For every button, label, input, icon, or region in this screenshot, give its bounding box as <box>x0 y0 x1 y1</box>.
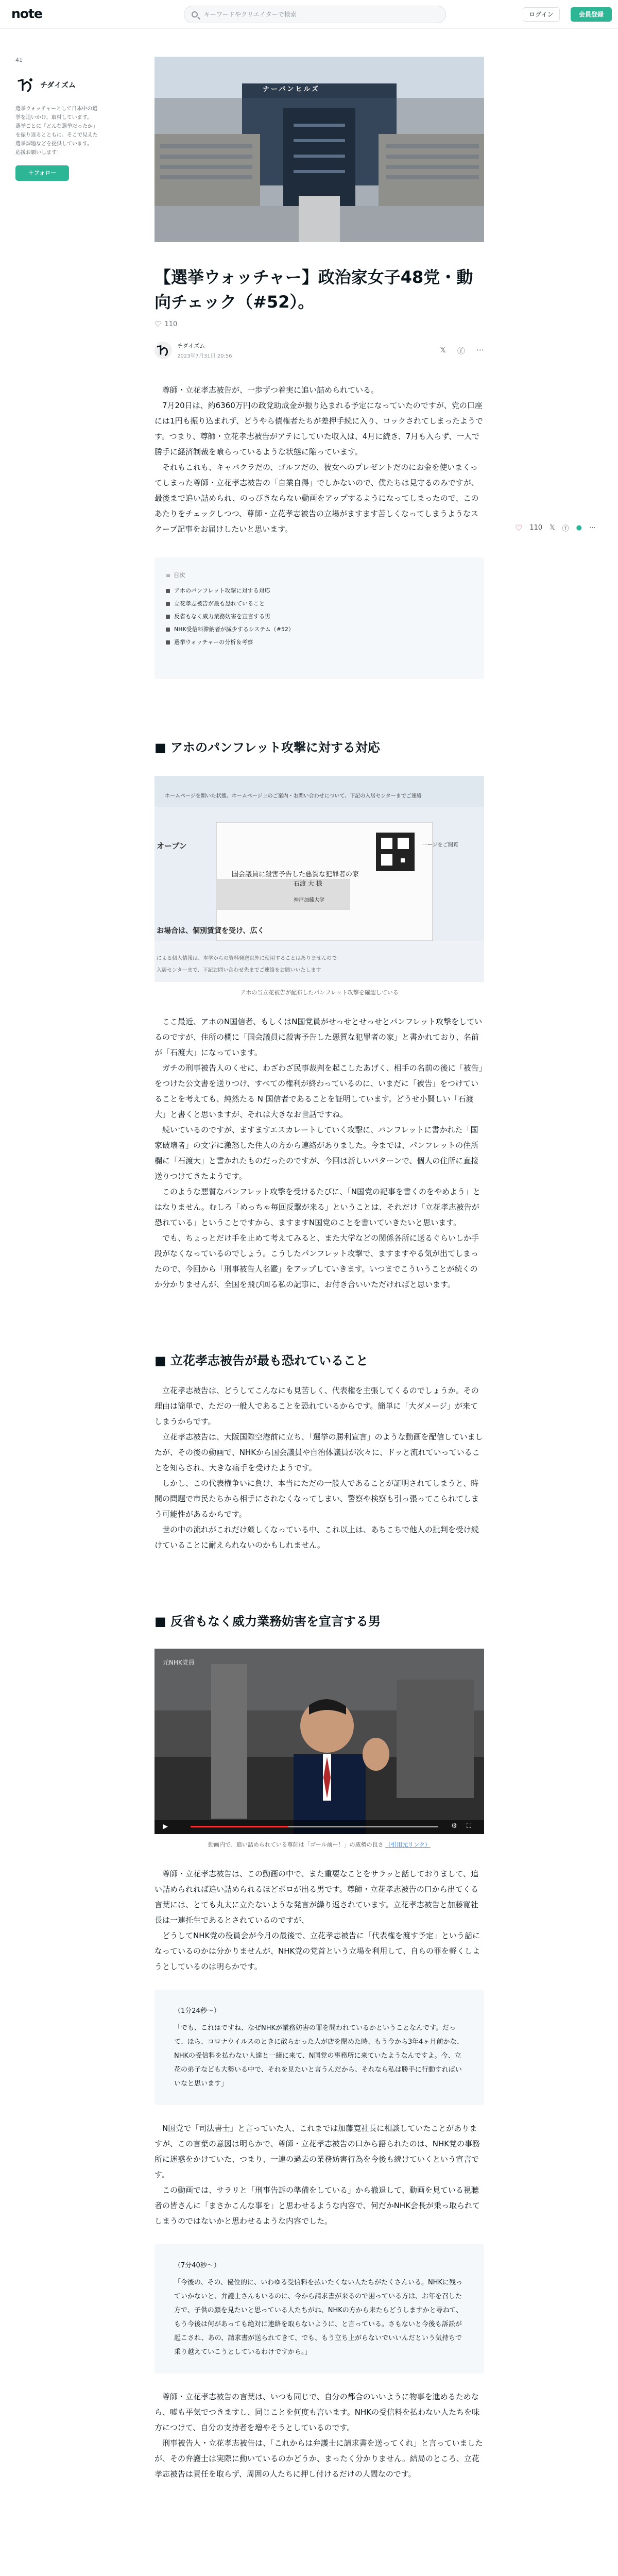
fullscreen-icon[interactable]: ⛶ <box>467 1822 472 1830</box>
search-placeholder: キーワードやクリエイターで検索 <box>204 11 297 18</box>
video-overlay-text: 元NHK党員 <box>163 1659 195 1666</box>
section3-paragraph: 尊師・立花孝志被告の言葉は、いつも同じで、自分の都合のいいように物事を進めるためなら、嘘も平気でつきますし、同じことを何度も言います。NHKの受信料を払わない人たちを味方につけて、自分の支持者を増やそうとしているのです。 <box>154 2392 480 2432</box>
section3-paragraph: 尊師・立花孝志被告は、この動画の中で、また重要なことをサラッと話しておりまして、追い詰められれば追い詰められるほどボロが出る男です。尊師・立花孝志被告の口から出てくる言葉には、とても丸太に立たないような発言が繰り返されています。立花孝志被告と加藤寛社長は一連托生であるとされているのですが、 <box>154 1869 479 1925</box>
section-heading-2: ■ 立花孝志被告が最も恐れていること <box>154 1353 369 1368</box>
section3-paragraph: N国党で「司法書士」と言っていた人、これまでは加藤寛社長に相談していたことがありますが、この言葉の意図は明らかで、尊師・立花孝志被告の口から語られたのは、NHK党の事務所に迷惑をかけていた、つまり、一連の過去の業務妨害行為を今後も続けていくという宣言です。 <box>154 2124 480 2179</box>
video-caption <box>154 1840 484 1849</box>
plus-icon: ＋ <box>28 170 34 176</box>
section2-paragraph: 世の中の流れがこれだけ厳しくなっている中、これ以上は、あちこちで他人の批判を受け続けていることに耐えられないのかもしれません。 <box>154 1525 479 1550</box>
pamphlet-mid-label: 一ージをご閲覧 <box>422 842 458 848</box>
section1-paragraph: ガチの刑事被告人のくせに、わざわざ民事裁判を起こしたあげく、相手の名前の後に「被告」をつけた公文書を送りつけ、すべての権利が終わっているのに、いまだに「被告」をつけていることを考えても、純然たる N 国信者であることを証明しています。どうせ小賢しい「石渡大」と書くと思いますが、それは大きなお世話ですね。 <box>154 1063 483 1119</box>
pamphlet-doc-title: 国会議員に殺害予告した悪質な犯罪者の家 <box>232 871 359 878</box>
section-heading-3: ■ 反省もなく威力業務妨害を宣言する男 <box>154 1614 381 1629</box>
video-caption-text: 動画内で、追い詰められている尊師は「ゴール前ー！」の威勢の良さ <box>208 1841 386 1848</box>
section2-paragraph: 立花孝志被告は、大阪国際空港前に立ち、「選挙の勝利宣言」のような動画を配信していましたが、その後の動画で、NHKから国会議員や自治体議員が次々に、ドッと流れていっていることを知らされ、大きな痛手を受けたようです。 <box>154 1432 483 1472</box>
x-share-icon[interactable]: 𝕏 <box>439 345 446 354</box>
toc-item[interactable]: NHK受信料滞納者が減少するシステム（#52） <box>166 623 473 636</box>
quote-timestamp-1: （1分24秒～） <box>174 2007 220 2015</box>
section2-paragraph: しかし、この代表権争いに負け、本当にただの一般人であることが証明されてしまうと、時間の問題で市民たちから相手にされなくなってしまい、警察や検察も引っ張ってこられてしまう可能性があるからです。 <box>154 1479 479 1519</box>
pamphlet-bottom-text-2: による個人情報は、本学からの資料発送以外に使用することはありませんので <box>157 956 337 961</box>
creator-bio: 選挙ウォッチャーとして日本中の選挙を追いかけ、取材しています。 選挙ごとに「どんな選挙だったか」を振り返るとともに、そこで見えた選挙課題などを提供しています。 応援お願いします！ <box>15 106 98 156</box>
table-of-contents <box>154 557 484 679</box>
toc-label: 目次 <box>174 572 185 579</box>
creator-avatar[interactable] <box>15 75 36 95</box>
facebook-share-icon[interactable]: ⓕ <box>457 346 465 355</box>
follow-label: フォロー <box>33 170 57 176</box>
section1-paragraph: でも、ちょっとだけ手を止めて考えてみると、また大学などの関係各所に送るぐらいしか手段がなくなっているのでしょう。こうしたパンフレット攻撃で、ますますやる気が出てしまったので、今回から「刑事被告人名鑑」をアップしていきます。いつまでこういうことが続くのか分かりませんが、全国を飛び回る私の記事に、お付き合いいただければと思います。 <box>154 1233 479 1289</box>
line-share-icon[interactable]: ● <box>576 524 582 532</box>
pamphlet-image <box>154 776 484 982</box>
section2-body <box>154 1383 484 1553</box>
share-icons <box>440 345 484 356</box>
quote-text-1: 「でも、これはですね、なぜNHKが業務妨害の罪を問われているかということなんです。だって、ほら、コロナウイルスのときに散らかった人が店を閉めた時、もう今から3年4ヶ月前かな、NHKの受信料を払わない人達と一緒に来て、N国党の事務所に来ていたようなんですよ。今、立花の弟子なども大勢いる中で、それを見たいと言うんだから、それなら私は勝手に行動すればいいなと思います」 <box>174 2024 464 2088</box>
pamphlet-doc-addr: 神戸加藤大学 <box>294 897 324 903</box>
section1-body <box>154 1014 484 1292</box>
section-heading-1: ■ アホのパンフレット攻撃に対する対応 <box>154 740 380 755</box>
section3-paragraph: この動画では、サラリと「刑事告訴の準備をしている」から撤退して、動画を見ている視聴者の皆さんに「まさかこんな事を」と思わせるような内容で、何だかNHK会長が乗っ取られてしまうのではないかと思わせるような内容でした。 <box>154 2185 480 2226</box>
signup-button[interactable]: 会員登録 <box>571 7 612 22</box>
section3-body-2 <box>154 2121 484 2229</box>
toc-item[interactable]: 選挙ウォッチャーの分析＆考察 <box>166 636 473 649</box>
section1-paragraph: このような悪質なパンフレット攻撃を受けるたびに、「N国党の記事を書くのをやめよう」とはなりません。むしろ「めっちゃ毎回反撃が来る」ということは、それだけ「立花孝志被告が恐れている」ということですから、ますますN国党のことを書いていきたいと思います。 <box>154 1187 480 1227</box>
pamphlet-doc-name: 石渡 大 様 <box>294 880 322 887</box>
hero-image <box>154 57 484 242</box>
section1-paragraph: ここ最近、アホのN国信者、もしくはN国党員がせっせとせっせとパンフレット攻撃をしているのですが、住所の欄に「国会議員に殺害予告した悪質な犯罪者の家」と書かれており、名前が「石渡大」になっています。 <box>154 1017 483 1057</box>
pamphlet-top-text: ホームページを開いた状態、ホームページ上のご案内・お問い合わせについて、下記の入居センターまでご連絡 <box>165 793 422 799</box>
creator-name[interactable]: チダイズム <box>40 81 76 90</box>
toc-header[interactable] <box>166 571 473 579</box>
login-button[interactable]: ログイン <box>523 7 560 22</box>
creator-sidebar <box>15 57 98 181</box>
pamphlet-bottom-text-3: 入居センターまで、下記お問い合わせ先までご連絡をお願いいたします <box>157 968 321 973</box>
pamphlet-caption: アホの当立花被告が配布したパンフレット攻撃を確認している <box>240 989 399 996</box>
toc-list <box>166 584 473 649</box>
section3-paragraph: 刑事被告人・立花孝志被告は、「これからは弁護士に請求書を送ってくれ」と言っていましたが、その弁護士は実際に動いているのかどうか、まったく分かりません。結局のところ、立花孝志被告は責任を取らず、周囲の人たちに押し付けるだけの人間なのです。 <box>154 2438 483 2479</box>
list-icon: ≡ <box>166 571 171 579</box>
toc-item[interactable]: 立花孝志被告が最も恐れていること <box>166 597 473 610</box>
more-menu-icon[interactable]: ⋯ <box>589 524 596 532</box>
search-input[interactable] <box>184 6 446 23</box>
intro-paragraph-2: 7月20日は、約6360万円の政党助成金が振り込まれる予定になっていたのですが、党の口座には1円も振り込まれず、どうやら債権者たちが差押手続に入り、ロックされてしまったようです。つまり、尊師・立花孝志被告がアテにしていた収入は、4月に続き、7月も入らず、一人で勝手に経済制裁を喰らっているような状態に陥っています。 <box>154 401 484 456</box>
author-row <box>154 340 484 361</box>
video-thumbnail[interactable] <box>154 1649 484 1834</box>
author-name[interactable]: チダイズム <box>177 343 205 349</box>
search-icon <box>192 11 198 18</box>
intro-paragraph-3: それもこれも、キャバクラだの、ゴルフだの、彼女へのプレゼントだのにお金を使いまくってしまった尊師・立花孝志被告の「自業自得」でしかないので、僕たちは見守るのみですが、最後まで追い詰められ、のっぴきならない動画をアップするようになってしまったので、このあたりをチェックしつつ、尊師・立花孝志被告の立場がますます苦しくなってしまうようなスクープ記事をお届けしたいと思います。 <box>154 463 479 534</box>
quote-text-2: 「今後の、その、優位的に、いわゆる受信料を払いたくない人たちがたくさんいる。NHKに残っていかないと、弁護士さんもいるのに、今から請求書が来るので困っている方は、お年を召した方で、子供の顔を見たいと思っている人たちがね、NHKの方から来たらどうしますかと尋ねて、もう今後は何があっても絶対に連絡を取らないように、と言っている。さもないと今後も訴訟が起こされ、あの、請求書が送られてきて、でも、もう立ち上がらないでいいんだという気持ちで乗り越えていこうとしているわけですから。」 <box>174 2279 463 2356</box>
quote-block-1 <box>154 1990 484 2105</box>
top-header <box>0 0 618 29</box>
sidebar-index: 41 <box>15 57 23 63</box>
article-intro <box>154 382 484 537</box>
author-logo-icon <box>154 342 172 359</box>
article-title: 【選挙ウォッチャー】政治家女子48党・動向チェック（#52）。 <box>154 267 473 312</box>
pamphlet-bottom-text-1: お場合は、個別賃貸を受け、広く <box>157 927 265 935</box>
like-row[interactable] <box>154 319 484 329</box>
settings-gear-icon[interactable]: ⚙ <box>451 1822 457 1830</box>
heart-icon[interactable]: ♡ <box>154 319 162 329</box>
facebook-share-icon[interactable]: ⓕ <box>562 525 569 533</box>
author-avatar[interactable] <box>154 342 172 359</box>
creator-logo-icon <box>15 75 36 95</box>
x-share-icon[interactable]: 𝕏 <box>550 524 555 532</box>
note-logo[interactable]: note <box>11 6 42 21</box>
section1-paragraph: 続いているのですが、ますますエスカレートしていく攻撃に、パンフレットに書かれた「国家破壊者」の文字に激怒した住人の方から連絡がありました。今までは、パンフレットの住所欄に「石渡大」と書かれたものだったのですが、今回は新しいパターンで、個人の住所に直接送りつけてきたようです。 <box>154 1125 479 1181</box>
follow-button[interactable] <box>15 165 69 181</box>
section3-body <box>154 1866 484 1974</box>
video-frame <box>154 1649 484 1834</box>
video-caption-link[interactable]: （引用元リンク） <box>385 1841 431 1848</box>
like-heart-icon[interactable]: ♡ <box>515 523 523 533</box>
like-count: 110 <box>164 320 178 328</box>
toc-item[interactable]: アホのパンフレット攻撃に対する対応 <box>166 584 473 597</box>
creator-row[interactable] <box>15 75 98 95</box>
pamphlet-left-text: オープン <box>157 841 187 851</box>
building-sign: ナーバンヒルズ <box>263 86 320 93</box>
section2-paragraph: 立花孝志被告は、どうしてこんなにも見苦しく、代表権を主張してくるのでしょうか。その理由は簡単で、ただの一般人であることを恐れているからです。簡単に「大ダメージ」が来てしまうからです。 <box>154 1386 479 1426</box>
section3-paragraph: どうしてNHK党の役員会が今月の最後で、立花孝志被告に「代表権を渡す予定」という話になっているのかは分かりませんが、NHK党の党首という立場を利用して、自らの罪を軽くしようとしているのは明らかです。 <box>154 1931 480 1971</box>
quote-block-2 <box>154 2244 484 2374</box>
post-date: 2023年7月31日 20:56 <box>177 353 232 359</box>
article <box>154 57 484 2482</box>
floating-actions <box>515 523 596 533</box>
section3-body-3 <box>154 2389 484 2482</box>
play-icon[interactable]: ▶ <box>163 1823 168 1831</box>
floating-like-count: 110 <box>529 524 543 532</box>
quote-timestamp-2: （7分40秒～） <box>174 2262 220 2269</box>
author-meta <box>177 342 232 359</box>
toc-item[interactable]: 反省もなく威力業務妨害を宣言する男 <box>166 610 473 623</box>
more-menu-icon[interactable]: ⋯ <box>476 345 484 354</box>
intro-paragraph-1: 尊師・立花孝志被告が、一歩ずつ着実に追い詰められている。 <box>162 385 379 395</box>
